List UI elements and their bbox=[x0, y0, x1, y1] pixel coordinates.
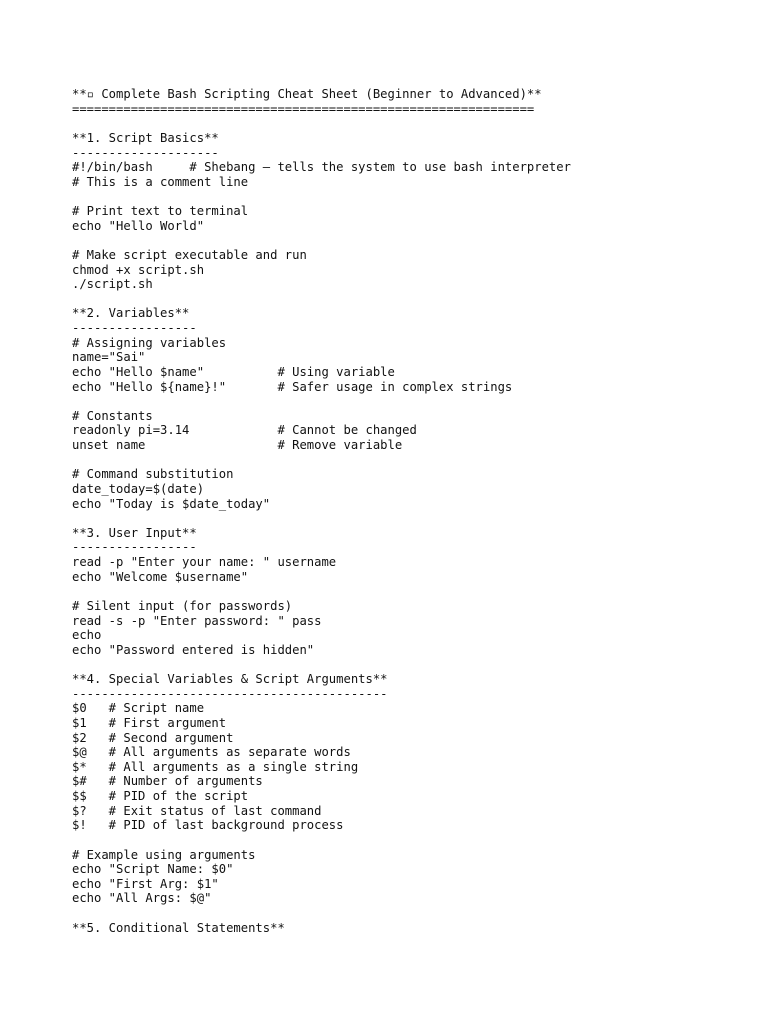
text-line: read -p "Enter your name: " username bbox=[72, 555, 337, 569]
text-line bbox=[72, 292, 732, 307]
text-line: read -s -p "Enter password: " pass bbox=[72, 613, 322, 628]
text-line bbox=[72, 833, 732, 848]
text-line bbox=[72, 189, 732, 204]
text-line: **3. User Input** bbox=[72, 525, 197, 540]
text-line: echo "Hello World" bbox=[72, 218, 205, 233]
text-line: echo "Today is $date_today" bbox=[72, 496, 271, 511]
text-line: # Print text to terminal bbox=[72, 204, 249, 218]
text-line bbox=[72, 657, 732, 672]
text-line bbox=[72, 116, 732, 131]
text-line: $# # Number of arguments bbox=[72, 774, 263, 789]
text-line: echo "Welcome $username" bbox=[72, 569, 249, 584]
text-line: $? # Exit status of last command bbox=[72, 803, 322, 818]
text-line: name="Sai" bbox=[72, 350, 146, 365]
text-line: chmod +x script.sh bbox=[72, 262, 205, 277]
text-line: ----------------- bbox=[72, 321, 197, 335]
text-line: # Assigning variables bbox=[72, 335, 227, 350]
text-line: #!/bin/bash # Shebang – tells the system to use bash interpreter bbox=[72, 160, 571, 175]
text-line: ----------------- bbox=[72, 540, 197, 555]
text-line: # Make script executable and run bbox=[72, 247, 307, 262]
text-line: $@ # All arguments as separate words bbox=[72, 745, 351, 760]
text-line: # Silent input (for passwords) bbox=[72, 598, 293, 613]
text-line: **4. Special Variables & Script Arguments** bbox=[72, 672, 388, 686]
text-line bbox=[72, 233, 732, 248]
text-line: ------------------------------------------- bbox=[72, 686, 388, 701]
text-line: date_today=$(date) bbox=[72, 481, 205, 496]
text-line: # This is a comment line bbox=[72, 174, 249, 189]
text-line: $2 # Second argument bbox=[72, 730, 234, 745]
text-line: # Constants bbox=[72, 408, 153, 423]
text-line: echo "Hello ${name}!" # Safer usage in complex strings bbox=[72, 379, 513, 394]
text-line: $! # PID of last background process bbox=[72, 818, 344, 833]
document-body bbox=[72, 87, 732, 935]
text-line: ./script.sh bbox=[72, 277, 153, 292]
text-line: **5. Conditional Statements** bbox=[72, 920, 285, 935]
text-line: echo bbox=[72, 628, 102, 643]
text-line bbox=[72, 906, 732, 921]
text-line bbox=[72, 584, 732, 599]
text-line: **2. Variables** bbox=[72, 306, 190, 321]
text-line: **1. Script Basics** bbox=[72, 130, 219, 145]
text-line: $1 # First argument bbox=[72, 715, 227, 730]
text-line: # Example using arguments bbox=[72, 847, 256, 862]
text-line: unset name # Remove variable bbox=[72, 438, 403, 452]
text-line: echo "Script Name: $0" bbox=[72, 862, 234, 877]
text-line bbox=[72, 394, 732, 409]
text-line: echo "Hello $name" # Using variable bbox=[72, 364, 395, 379]
text-line: echo "Password entered is hidden" bbox=[72, 642, 315, 657]
text-line: **▫ Complete Bash Scripting Cheat Sheet (Beginner to Advanced)** bbox=[72, 87, 542, 101]
text-line: # Command substitution bbox=[72, 467, 234, 482]
text-line: $$ # PID of the script bbox=[72, 789, 249, 803]
text-line: =============================================================== bbox=[72, 101, 535, 116]
text-line: readonly pi=3.14 # Cannot be changed bbox=[72, 423, 417, 438]
text-line bbox=[72, 453, 732, 468]
text-line: echo "All Args: $@" bbox=[72, 891, 212, 906]
text-line: -------------------- bbox=[72, 145, 219, 160]
text-line: echo "First Arg: $1" bbox=[72, 876, 219, 891]
text-line bbox=[72, 511, 732, 526]
text-line: $* # All arguments as a single string bbox=[72, 759, 359, 774]
text-line: $0 # Script name bbox=[72, 701, 205, 716]
